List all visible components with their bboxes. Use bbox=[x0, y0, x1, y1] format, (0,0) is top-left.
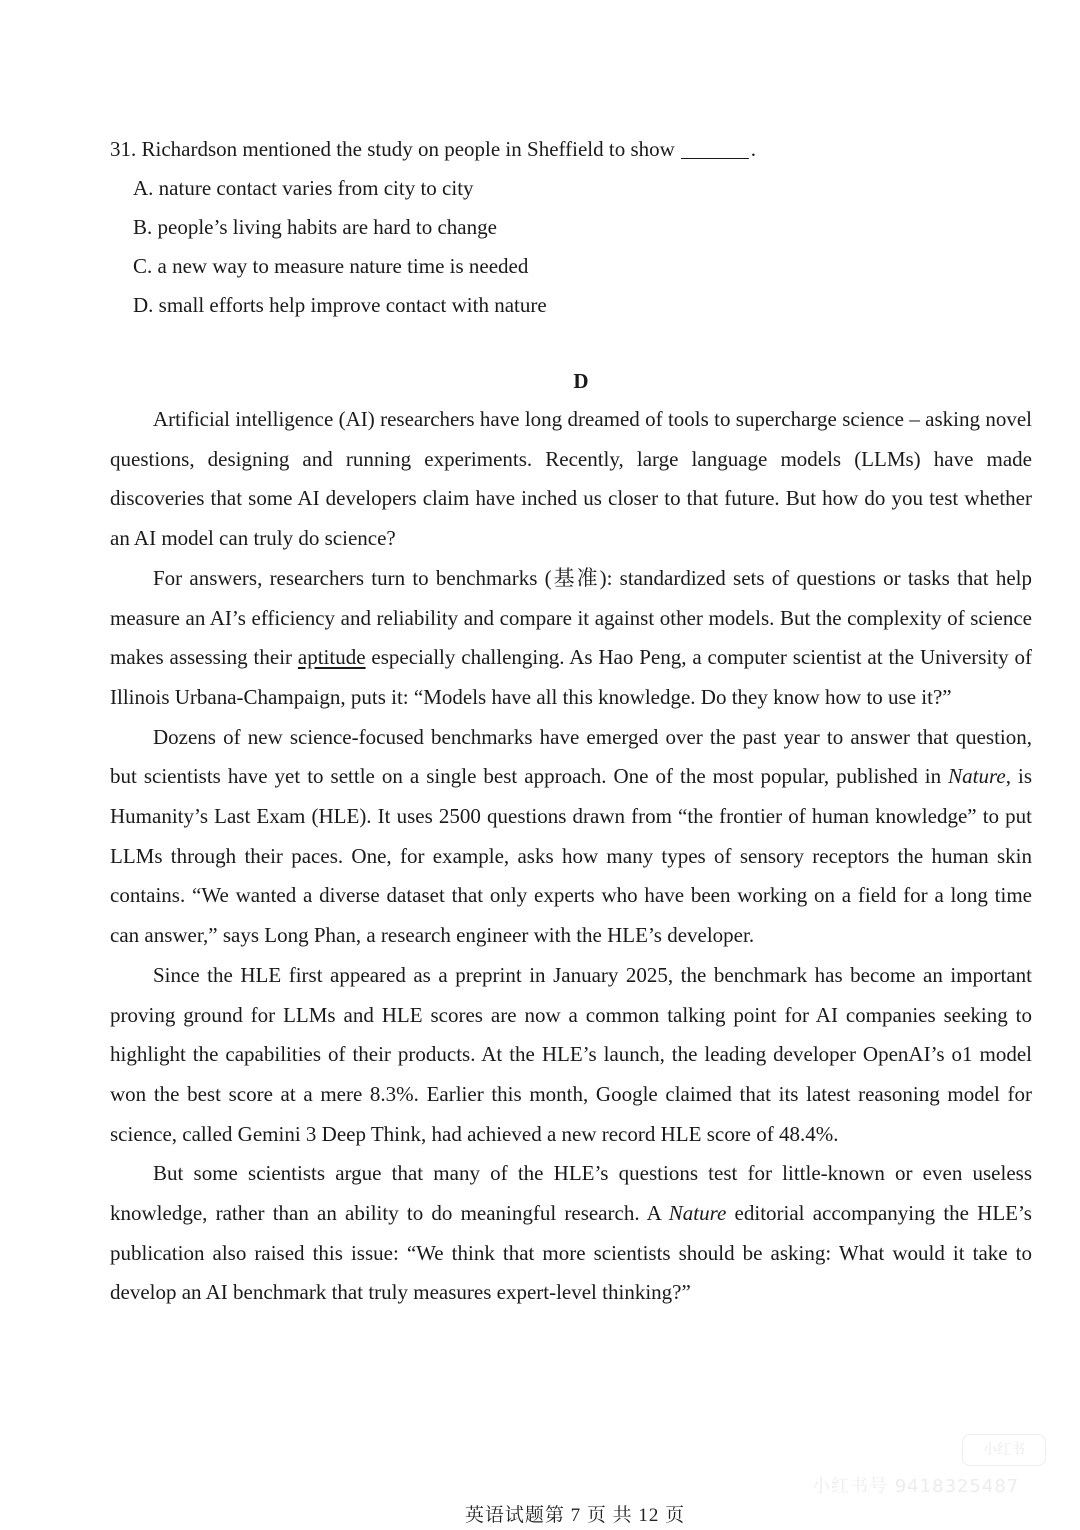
question-31 bbox=[110, 130, 1010, 325]
paragraph-4: Since the HLE first appeared as a preprint in January 2025, the benchmark has become an important proving ground for LLMs and HLE scores are now a common talking point for AI companies seeking to highlight the capabilities of their products. At the HLE’s launch, the leading developer OpenAI’s o1 model won the best score at a mere 8.3%. Earlier this month, Google claimed that its latest reasoning model for science, called Gemini 3 Deep Think, had achieved a new record HLE score of 48.4%. bbox=[110, 962, 1032, 1146]
paragraph-3-text-a: Dozens of new science-focused benchmarks have emerged over the past year to answer that question, but scientists have yet to settle on a single best approach. One of the most popular, published in bbox=[110, 724, 1032, 789]
paragraph-3-text-b: , is Humanity’s Last Exam (HLE). It uses 2500 questions drawn from “the frontier of human knowledge” to put LLMs through their paces. One, for example, asks how many types of sensory receptors the human skin contains. “We wanted a diverse dataset that only experts who have been working on a field for a long time can answer,” says Long Phan, a research engineer with the HLE’s developer. bbox=[110, 764, 1032, 948]
reading-passage bbox=[110, 400, 1032, 1313]
question-stem-text: Richardson mentioned the study on people in Sheffield to show bbox=[141, 137, 675, 161]
watermark-logo: 小红书 bbox=[962, 1434, 1046, 1466]
italic-nature: Nature bbox=[948, 764, 1006, 789]
answer-blank bbox=[681, 157, 749, 159]
question-stem bbox=[110, 130, 1010, 169]
option-b: B. people’s living habits are hard to change bbox=[133, 215, 497, 239]
watermark-text: 小红书号 9418325487 bbox=[812, 1476, 1020, 1497]
question-stem-end: . bbox=[750, 137, 757, 161]
question-number: 31. bbox=[110, 137, 137, 161]
option-a: A. nature contact varies from city to city bbox=[133, 176, 474, 200]
underlined-word: aptitude bbox=[297, 645, 366, 670]
option-d: D. small efforts help improve contact with nature bbox=[133, 293, 547, 317]
italic-nature: Nature bbox=[668, 1201, 727, 1226]
paragraph-5-text-a: But some scientists argue that many of the HLE’s questions test for little-known or even useless knowledge, rather than an ability to do meaningful research. A bbox=[110, 1161, 1032, 1226]
paragraph-2-text-a: For answers, researchers turn to benchmarks (基准): standardized sets of questions or tasks that help measure an AI’s efficiency and reliability and compare it against other models. But the complexity of science makes assessing their bbox=[110, 565, 1032, 670]
paragraph-1: Artificial intelligence (AI) researchers have long dreamed of tools to supercharge science – asking novel questions, designing and running experiments. Recently, large language models (LLMs) have made discoveries that some AI developers claim have inched us closer to that future. But how do you test whether an AI model can truly do science? bbox=[110, 407, 1032, 551]
section-heading: D bbox=[573, 369, 589, 393]
paragraph-2-text-b: especially challenging. As Hao Peng, a computer scientist at the University of Illinois Urbana-Champaign, puts it: “Models have all this knowledge. Do they know how to use it?” bbox=[110, 645, 1032, 709]
paragraph-5-text-b: editorial accompanying the HLE’s publication also raised this issue: “We think that more scientists should be asking: What would it take to develop an AI benchmark that truly measures expert-level thinking?” bbox=[110, 1201, 1032, 1305]
page-footer: 英语试题第 7 页 共 12 页 bbox=[464, 1505, 686, 1526]
option-c: C. a new way to measure nature time is needed bbox=[133, 254, 529, 278]
paragraph-2 bbox=[110, 559, 1032, 718]
paragraph-3 bbox=[110, 718, 1032, 956]
paragraph-5 bbox=[110, 1154, 1032, 1313]
